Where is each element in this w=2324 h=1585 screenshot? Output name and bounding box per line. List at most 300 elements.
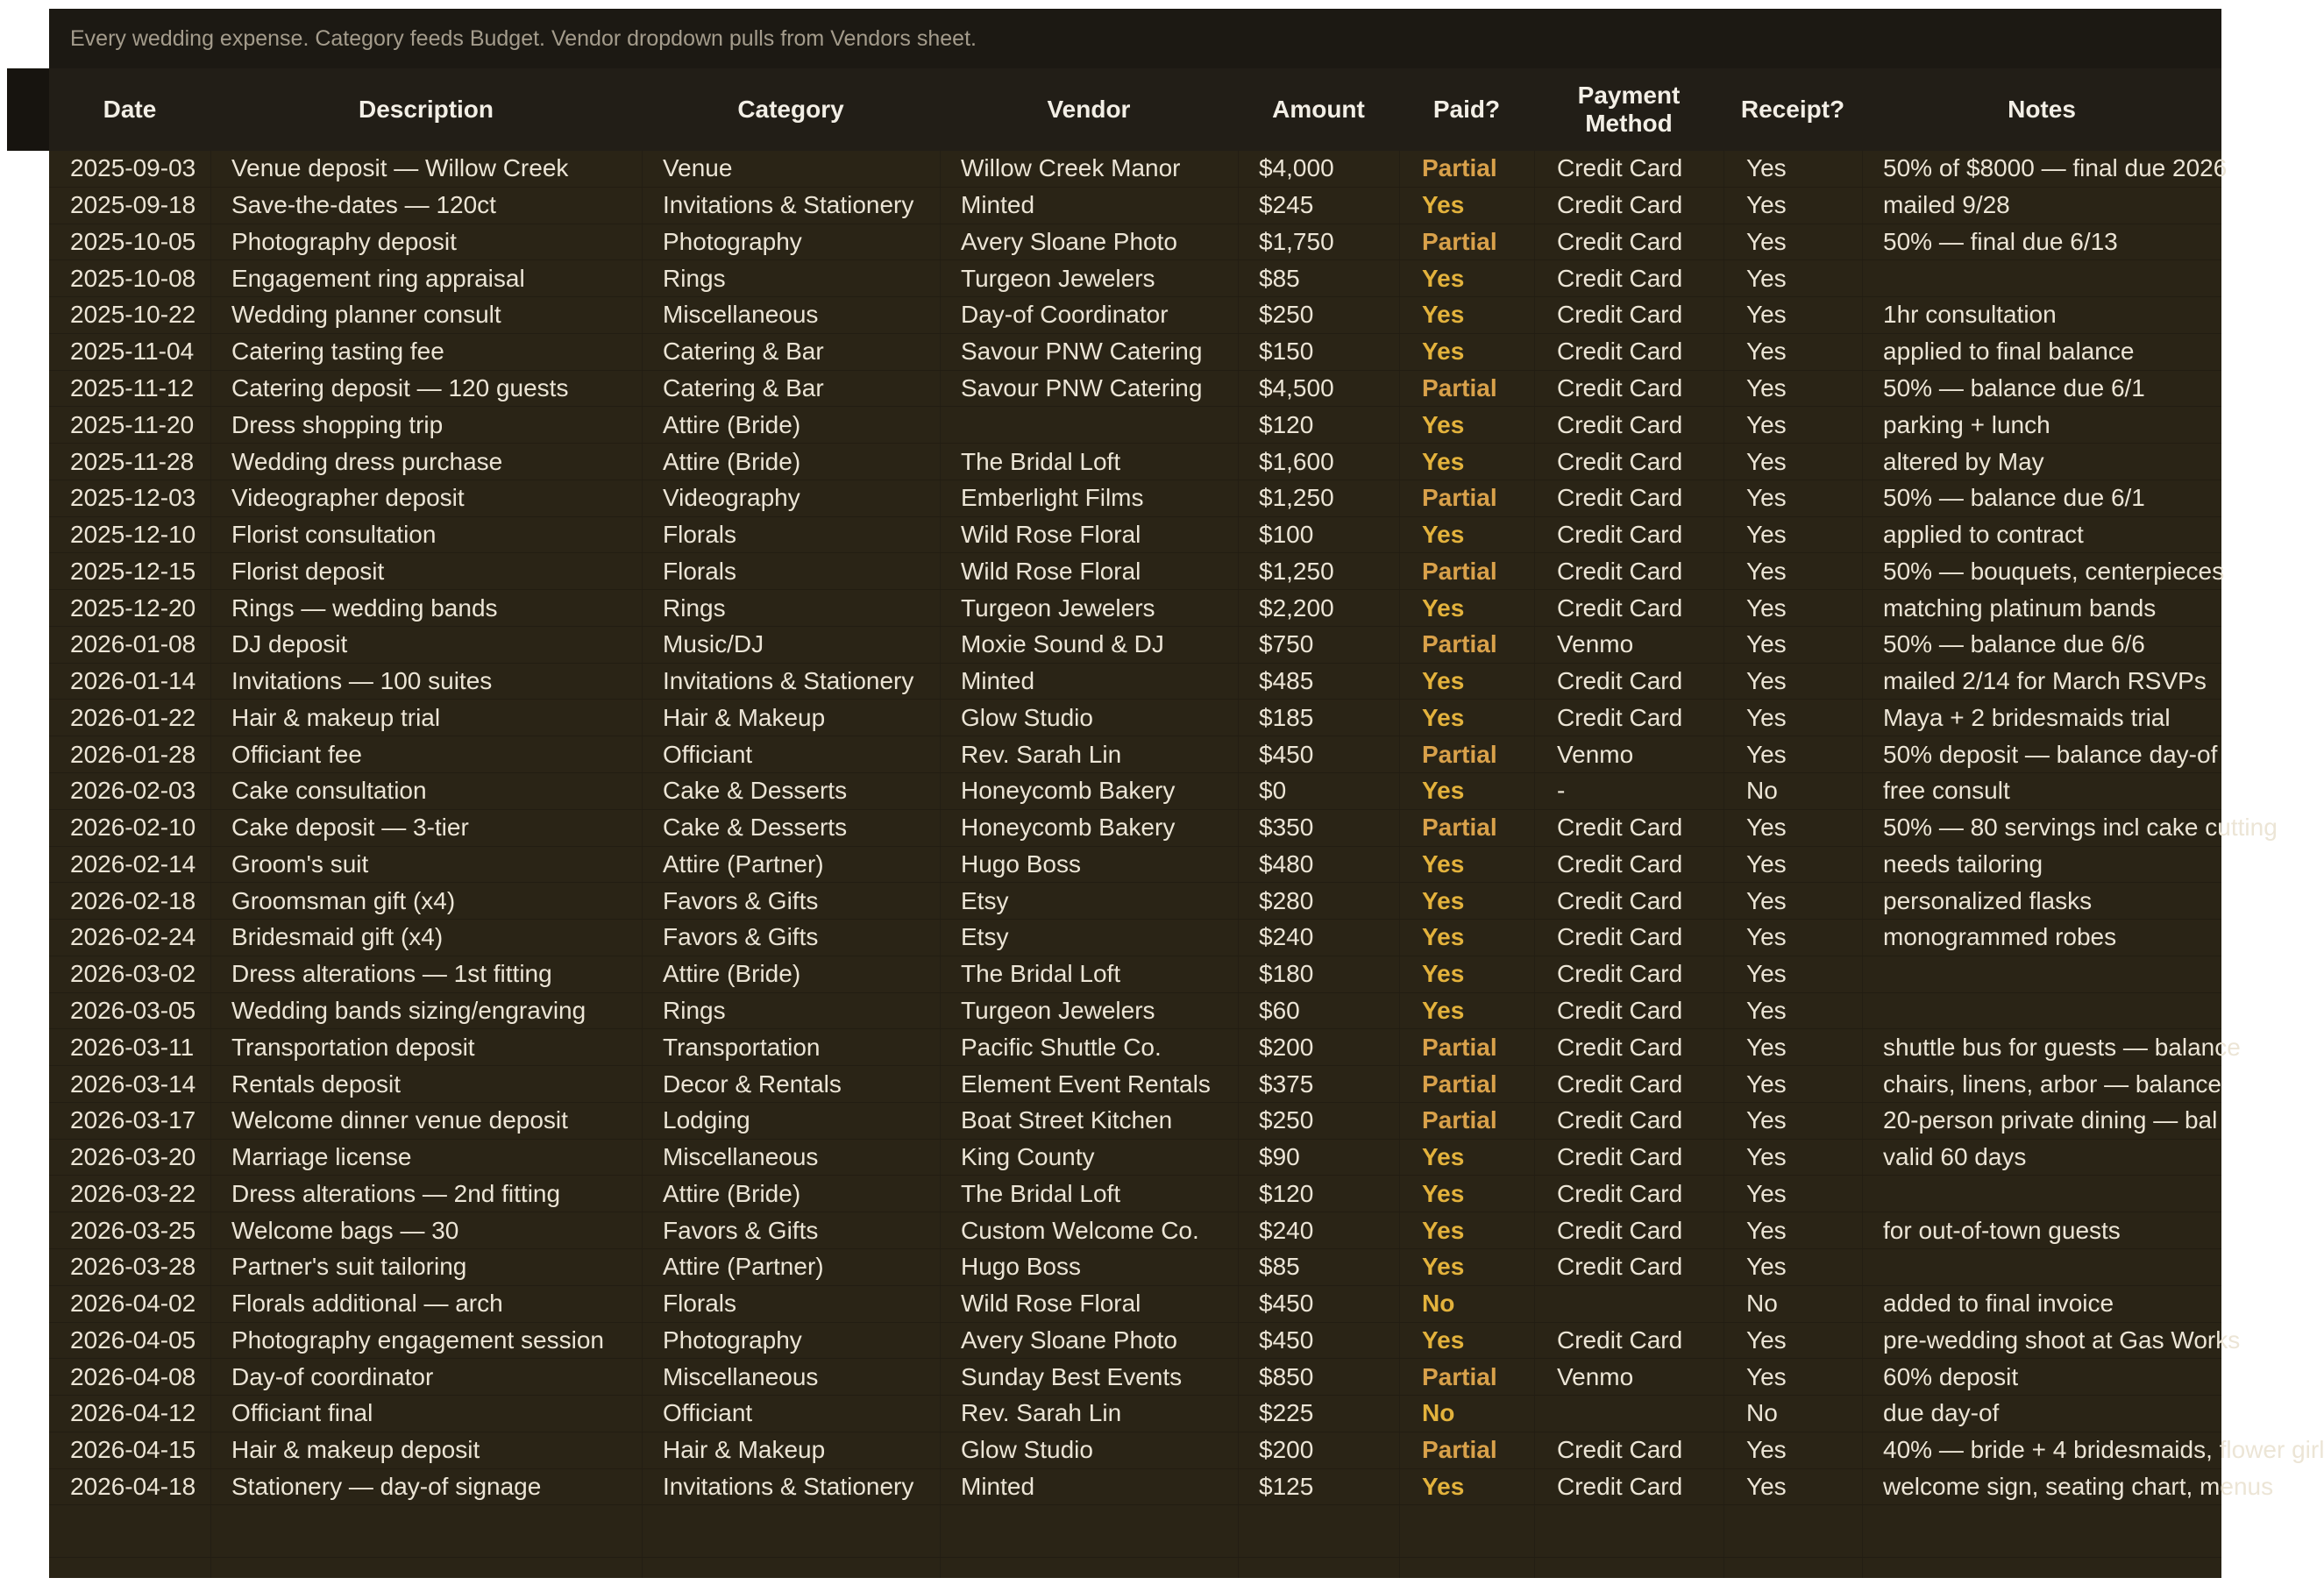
- cell-description[interactable]: Catering deposit — 120 guests: [231, 373, 569, 402]
- cell-notes[interactable]: mailed 9/28: [1883, 191, 2010, 219]
- cell-notes[interactable]: applied to contract: [1883, 521, 2084, 549]
- cell-date[interactable]: 2026-03-11: [70, 1033, 195, 1061]
- cell-notes[interactable]: 50% — 80 servings incl cake cutting: [1883, 814, 2278, 842]
- cell-vendor[interactable]: Moxie Sound & DJ: [961, 630, 1164, 658]
- cell-vendor[interactable]: Day-of Coordinator: [961, 301, 1169, 329]
- cell-vendor[interactable]: Pacific Shuttle Co.: [961, 1033, 1162, 1061]
- cell-amount[interactable]: $150: [1259, 338, 1314, 366]
- cell-payment-method[interactable]: Credit Card: [1557, 1143, 1683, 1171]
- cell-category[interactable]: Photography: [663, 227, 802, 255]
- cell-category[interactable]: Miscellaneous: [663, 301, 819, 329]
- cell-date[interactable]: 2026-02-10: [70, 814, 196, 842]
- cell-paid-status[interactable]: Yes: [1422, 410, 1465, 438]
- table-row[interactable]: [49, 810, 2278, 847]
- cell-description[interactable]: Florist deposit: [231, 557, 385, 585]
- cell-paid-status[interactable]: Yes: [1422, 703, 1465, 731]
- cell-payment-method[interactable]: Credit Card: [1557, 227, 1683, 255]
- cell-notes[interactable]: due day-of: [1883, 1399, 2000, 1427]
- cell-paid-status[interactable]: No: [1422, 1399, 1455, 1427]
- cell-payment-method[interactable]: Credit Card: [1557, 667, 1683, 695]
- cell-description[interactable]: Dress alterations — 1st fitting: [231, 960, 552, 988]
- cell-date[interactable]: 2026-02-18: [70, 886, 196, 914]
- cell-notes[interactable]: needs tailoring: [1883, 849, 2043, 878]
- cell-description[interactable]: Cake deposit — 3-tier: [231, 814, 469, 842]
- cell-amount[interactable]: $225: [1259, 1399, 1314, 1427]
- table-row[interactable]: [49, 773, 2221, 810]
- cell-paid-status[interactable]: Yes: [1422, 191, 1465, 219]
- table-row[interactable]: [49, 188, 2221, 224]
- cell-description[interactable]: Rings — wedding bands: [231, 593, 498, 622]
- cell-date[interactable]: 2025-11-12: [70, 373, 195, 402]
- cell-date[interactable]: 2025-11-20: [70, 410, 195, 438]
- cell-notes[interactable]: Maya + 2 bridesmaids trial: [1883, 703, 2171, 731]
- cell-category[interactable]: Officiant: [663, 740, 753, 768]
- cell-description[interactable]: Officiant final: [231, 1399, 373, 1427]
- cell-receipt[interactable]: Yes: [1746, 191, 1787, 219]
- cell-paid-status[interactable]: Partial: [1422, 1436, 1497, 1464]
- cell-receipt[interactable]: Yes: [1746, 557, 1787, 585]
- cell-description[interactable]: Dress alterations — 2nd fitting: [231, 1179, 561, 1207]
- cell-payment-method[interactable]: Credit Card: [1557, 1070, 1683, 1098]
- cell-paid-status[interactable]: Yes: [1422, 996, 1465, 1024]
- cell-vendor[interactable]: Savour PNW Catering: [961, 338, 1203, 366]
- cell-category[interactable]: Hair & Makeup: [663, 703, 826, 731]
- cell-date[interactable]: 2025-11-04: [70, 338, 195, 366]
- cell-vendor[interactable]: Custom Welcome Co.: [961, 1216, 1199, 1244]
- column-header-description[interactable]: Description: [358, 95, 494, 123]
- cell-vendor[interactable]: The Bridal Loft: [961, 447, 1121, 475]
- cell-description[interactable]: Day-of coordinator: [231, 1362, 434, 1390]
- cell-amount[interactable]: $450: [1259, 1326, 1314, 1354]
- cell-payment-method[interactable]: Credit Card: [1557, 373, 1683, 402]
- cell-date[interactable]: 2026-01-08: [70, 630, 196, 658]
- cell-amount[interactable]: $1,250: [1259, 557, 1334, 585]
- cell-category[interactable]: Venue: [663, 154, 733, 182]
- cell-category[interactable]: Florals: [663, 1290, 737, 1318]
- cell-notes[interactable]: for out-of-town guests: [1883, 1216, 2121, 1244]
- cell-category[interactable]: Florals: [663, 521, 737, 549]
- cell-vendor[interactable]: Turgeon Jewelers: [961, 996, 1155, 1024]
- cell-paid-status[interactable]: Partial: [1422, 1106, 1497, 1134]
- cell-date[interactable]: 2026-03-22: [70, 1179, 196, 1207]
- cell-amount[interactable]: $485: [1259, 667, 1314, 695]
- cell-date[interactable]: 2026-01-22: [70, 703, 196, 731]
- cell-amount[interactable]: $60: [1259, 996, 1300, 1024]
- table-row[interactable]: [49, 444, 2221, 480]
- cell-category[interactable]: Rings: [663, 593, 726, 622]
- cell-date[interactable]: 2026-03-28: [70, 1253, 196, 1281]
- cell-amount[interactable]: $240: [1259, 923, 1314, 951]
- cell-vendor[interactable]: Element Event Rentals: [961, 1070, 1211, 1098]
- cell-category[interactable]: Cake & Desserts: [663, 777, 848, 805]
- cell-amount[interactable]: $120: [1259, 410, 1314, 438]
- cell-receipt[interactable]: Yes: [1746, 593, 1787, 622]
- cell-paid-status[interactable]: Yes: [1422, 521, 1465, 549]
- cell-paid-status[interactable]: Yes: [1422, 667, 1465, 695]
- cell-receipt[interactable]: Yes: [1746, 1472, 1787, 1500]
- cell-receipt[interactable]: Yes: [1746, 410, 1787, 438]
- cell-notes[interactable]: 50% — balance due 6/6: [1883, 630, 2145, 658]
- cell-date[interactable]: 2026-04-08: [70, 1362, 196, 1390]
- cell-category[interactable]: Catering & Bar: [663, 373, 824, 402]
- cell-paid-status[interactable]: Yes: [1422, 1179, 1465, 1207]
- cell-payment-method[interactable]: Credit Card: [1557, 154, 1683, 182]
- cell-description[interactable]: Catering tasting fee: [231, 338, 444, 366]
- cell-vendor[interactable]: Hugo Boss: [961, 1253, 1081, 1281]
- cell-description[interactable]: Invitations — 100 suites: [231, 667, 493, 695]
- cell-date[interactable]: 2025-12-03: [70, 484, 196, 512]
- cell-payment-method[interactable]: Credit Card: [1557, 849, 1683, 878]
- cell-payment-method[interactable]: Credit Card: [1557, 1326, 1683, 1354]
- cell-vendor[interactable]: Boat Street Kitchen: [961, 1106, 1173, 1134]
- cell-amount[interactable]: $245: [1259, 191, 1314, 219]
- cell-amount[interactable]: $2,200: [1259, 593, 1334, 622]
- cell-amount[interactable]: $1,600: [1259, 447, 1334, 475]
- cell-amount[interactable]: $85: [1259, 264, 1300, 292]
- cell-date[interactable]: 2026-03-25: [70, 1216, 196, 1244]
- cell-notes[interactable]: free consult: [1883, 777, 2010, 805]
- cell-category[interactable]: Attire (Partner): [663, 1253, 824, 1281]
- cell-description[interactable]: Wedding planner consult: [231, 301, 501, 329]
- cell-category[interactable]: Photography: [663, 1326, 802, 1354]
- cell-amount[interactable]: $375: [1259, 1070, 1314, 1098]
- cell-payment-method[interactable]: Credit Card: [1557, 960, 1683, 988]
- cell-notes[interactable]: 50% — bouquets, centerpieces: [1883, 557, 2225, 585]
- cell-description[interactable]: Save-the-dates — 120ct: [231, 191, 496, 219]
- cell-payment-method[interactable]: Credit Card: [1557, 886, 1683, 914]
- cell-date[interactable]: 2026-02-03: [70, 777, 196, 805]
- cell-amount[interactable]: $1,750: [1259, 227, 1334, 255]
- cell-paid-status[interactable]: Yes: [1422, 1253, 1465, 1281]
- cell-description[interactable]: Dress shopping trip: [231, 410, 444, 438]
- cell-payment-method[interactable]: Credit Card: [1557, 557, 1683, 585]
- cell-amount[interactable]: $250: [1259, 1106, 1314, 1134]
- cell-notes[interactable]: pre-wedding shoot at Gas Works: [1883, 1326, 2241, 1354]
- cell-receipt[interactable]: No: [1746, 777, 1778, 805]
- cell-receipt[interactable]: Yes: [1746, 1070, 1787, 1098]
- table-row[interactable]: [49, 590, 2221, 627]
- cell-date[interactable]: 2026-03-17: [70, 1106, 196, 1134]
- cell-description[interactable]: Marriage license: [231, 1143, 412, 1171]
- table-row[interactable]: [49, 956, 2221, 993]
- cell-payment-method[interactable]: Credit Card: [1557, 1179, 1683, 1207]
- cell-vendor[interactable]: Minted: [961, 1472, 1035, 1500]
- cell-amount[interactable]: $125: [1259, 1472, 1314, 1500]
- cell-category[interactable]: Rings: [663, 264, 726, 292]
- cell-payment-method[interactable]: Venmo: [1557, 740, 1634, 768]
- table-row[interactable]: [49, 151, 2228, 188]
- cell-paid-status[interactable]: No: [1422, 1290, 1455, 1318]
- cell-date[interactable]: 2025-12-15: [70, 557, 196, 585]
- cell-payment-method[interactable]: Credit Card: [1557, 1253, 1683, 1281]
- cell-amount[interactable]: $480: [1259, 849, 1314, 878]
- cell-category[interactable]: Cake & Desserts: [663, 814, 848, 842]
- cell-receipt[interactable]: Yes: [1746, 227, 1787, 255]
- cell-vendor[interactable]: King County: [961, 1143, 1095, 1171]
- cell-description[interactable]: Groomsman gift (x4): [231, 886, 456, 914]
- cell-paid-status[interactable]: Partial: [1422, 630, 1497, 658]
- cell-notes[interactable]: personalized flasks: [1883, 886, 2093, 914]
- table-row[interactable]: [49, 1212, 2221, 1249]
- table-row[interactable]: [49, 1029, 2241, 1066]
- cell-notes[interactable]: 50% — final due 6/13: [1883, 227, 2118, 255]
- cell-category[interactable]: Transportation: [663, 1033, 821, 1061]
- cell-amount[interactable]: $240: [1259, 1216, 1314, 1244]
- column-header-category[interactable]: Category: [737, 95, 844, 123]
- cell-notes[interactable]: parking + lunch: [1883, 410, 2050, 438]
- cell-amount[interactable]: $1,250: [1259, 484, 1334, 512]
- table-row[interactable]: [49, 1103, 2221, 1140]
- table-row[interactable]: [49, 736, 2221, 773]
- column-header-receipt[interactable]: Receipt?: [1740, 95, 1845, 123]
- cell-category[interactable]: Invitations & Stationery: [663, 191, 914, 219]
- cell-category[interactable]: Catering & Bar: [663, 338, 824, 366]
- cell-payment-method[interactable]: Credit Card: [1557, 191, 1683, 219]
- cell-description[interactable]: Welcome bags — 30: [231, 1216, 459, 1244]
- cell-vendor[interactable]: Honeycomb Bakery: [961, 814, 1176, 842]
- cell-paid-status[interactable]: Yes: [1422, 338, 1465, 366]
- table-row[interactable]: [49, 1140, 2221, 1176]
- cell-date[interactable]: 2026-03-05: [70, 996, 196, 1024]
- cell-payment-method[interactable]: Credit Card: [1557, 814, 1683, 842]
- cell-vendor[interactable]: Glow Studio: [961, 703, 1093, 731]
- cell-paid-status[interactable]: Yes: [1422, 301, 1465, 329]
- cell-receipt[interactable]: Yes: [1746, 338, 1787, 366]
- cell-payment-method[interactable]: Venmo: [1557, 630, 1634, 658]
- cell-receipt[interactable]: Yes: [1746, 630, 1787, 658]
- cell-paid-status[interactable]: Yes: [1422, 447, 1465, 475]
- table-row[interactable]: [49, 553, 2225, 590]
- cell-receipt[interactable]: Yes: [1746, 301, 1787, 329]
- cell-amount[interactable]: $200: [1259, 1436, 1314, 1464]
- cell-payment-method[interactable]: Credit Card: [1557, 1436, 1683, 1464]
- cell-amount[interactable]: $120: [1259, 1179, 1314, 1207]
- column-header-notes[interactable]: Notes: [2008, 95, 2076, 123]
- cell-paid-status[interactable]: Partial: [1422, 484, 1497, 512]
- cell-vendor[interactable]: Avery Sloane Photo: [961, 227, 1177, 255]
- cell-date[interactable]: 2025-12-10: [70, 521, 196, 549]
- cell-description[interactable]: Engagement ring appraisal: [231, 264, 525, 292]
- cell-payment-method[interactable]: Venmo: [1557, 1362, 1634, 1390]
- cell-notes[interactable]: valid 60 days: [1883, 1143, 2027, 1171]
- column-header-paid[interactable]: Paid?: [1432, 95, 1501, 123]
- cell-description[interactable]: Florist consultation: [231, 521, 437, 549]
- cell-receipt[interactable]: Yes: [1746, 447, 1787, 475]
- cell-vendor[interactable]: The Bridal Loft: [961, 1179, 1121, 1207]
- cell-receipt[interactable]: Yes: [1746, 484, 1787, 512]
- table-row[interactable]: [49, 1286, 2221, 1323]
- column-header-payment-method[interactable]: [1534, 68, 1723, 151]
- cell-notes[interactable]: applied to final balance: [1883, 338, 2135, 366]
- cell-payment-method[interactable]: Credit Card: [1557, 301, 1683, 329]
- cell-vendor[interactable]: Wild Rose Floral: [961, 1290, 1141, 1318]
- cell-amount[interactable]: $450: [1259, 740, 1314, 768]
- cell-amount[interactable]: $180: [1259, 960, 1314, 988]
- cell-receipt[interactable]: Yes: [1746, 886, 1787, 914]
- table-row[interactable]: [49, 847, 2221, 884]
- table-row[interactable]: [49, 883, 2221, 920]
- cell-category[interactable]: Florals: [663, 557, 737, 585]
- cell-description[interactable]: Cake consultation: [231, 777, 427, 805]
- cell-receipt[interactable]: Yes: [1746, 264, 1787, 292]
- cell-category[interactable]: Rings: [663, 996, 726, 1024]
- cell-amount[interactable]: $90: [1259, 1143, 1300, 1171]
- cell-paid-status[interactable]: Partial: [1422, 1033, 1497, 1061]
- cell-paid-status[interactable]: Partial: [1422, 373, 1497, 402]
- cell-description[interactable]: Hair & makeup trial: [231, 703, 441, 731]
- cell-amount[interactable]: $0: [1259, 777, 1287, 805]
- table-row[interactable]: [49, 480, 2221, 517]
- cell-receipt[interactable]: Yes: [1746, 740, 1787, 768]
- cell-amount[interactable]: $4,000: [1259, 154, 1334, 182]
- cell-receipt[interactable]: Yes: [1746, 923, 1787, 951]
- cell-payment-method[interactable]: Credit Card: [1557, 410, 1683, 438]
- cell-paid-status[interactable]: Yes: [1422, 593, 1465, 622]
- cell-vendor[interactable]: Sunday Best Events: [961, 1362, 1183, 1390]
- cell-payment-method[interactable]: Credit Card: [1557, 593, 1683, 622]
- cell-category[interactable]: Attire (Bride): [663, 960, 801, 988]
- cell-payment-method[interactable]: Credit Card: [1557, 703, 1683, 731]
- cell-receipt[interactable]: Yes: [1746, 667, 1787, 695]
- cell-amount[interactable]: $850: [1259, 1362, 1314, 1390]
- cell-receipt[interactable]: Yes: [1746, 1106, 1787, 1134]
- cell-receipt[interactable]: Yes: [1746, 703, 1787, 731]
- cell-date[interactable]: 2026-04-15: [70, 1436, 196, 1464]
- column-header-vendor[interactable]: Vendor: [1047, 95, 1131, 123]
- cell-vendor[interactable]: Turgeon Jewelers: [961, 264, 1155, 292]
- cell-notes[interactable]: altered by May: [1883, 447, 2044, 475]
- cell-category[interactable]: Music/DJ: [663, 630, 764, 658]
- cell-payment-method[interactable]: Credit Card: [1557, 1216, 1683, 1244]
- cell-description[interactable]: Wedding bands sizing/engraving: [231, 996, 586, 1024]
- cell-description[interactable]: Groom's suit: [231, 849, 369, 878]
- table-row[interactable]: [49, 1396, 2221, 1432]
- table-row[interactable]: [49, 1066, 2221, 1103]
- cell-description[interactable]: Videographer deposit: [231, 484, 465, 512]
- cell-paid-status[interactable]: Partial: [1422, 227, 1497, 255]
- cell-date[interactable]: 2025-09-03: [70, 154, 196, 182]
- cell-vendor[interactable]: Rev. Sarah Lin: [961, 1399, 1122, 1427]
- cell-paid-status[interactable]: Partial: [1422, 814, 1497, 842]
- cell-vendor[interactable]: Hugo Boss: [961, 849, 1081, 878]
- cell-amount[interactable]: $350: [1259, 814, 1314, 842]
- cell-payment-method[interactable]: Credit Card: [1557, 1106, 1683, 1134]
- cell-receipt[interactable]: Yes: [1746, 1143, 1787, 1171]
- cell-receipt[interactable]: Yes: [1746, 960, 1787, 988]
- cell-paid-status[interactable]: Yes: [1422, 1472, 1465, 1500]
- cell-payment-method[interactable]: Credit Card: [1557, 1472, 1683, 1500]
- cell-date[interactable]: 2026-02-24: [70, 923, 196, 951]
- cell-description[interactable]: Photography engagement session: [231, 1326, 604, 1354]
- cell-payment-method[interactable]: Credit Card: [1557, 264, 1683, 292]
- cell-category[interactable]: Attire (Partner): [663, 849, 824, 878]
- cell-date[interactable]: 2026-04-05: [70, 1326, 196, 1354]
- cell-date[interactable]: 2025-11-28: [70, 447, 195, 475]
- column-header-date[interactable]: Date: [103, 95, 157, 123]
- cell-amount[interactable]: $450: [1259, 1290, 1314, 1318]
- cell-paid-status[interactable]: Yes: [1422, 923, 1465, 951]
- cell-notes[interactable]: 20-person private dining — bal: [1883, 1106, 2218, 1134]
- cell-receipt[interactable]: Yes: [1746, 1326, 1787, 1354]
- cell-vendor[interactable]: Willow Creek Manor: [961, 154, 1181, 182]
- cell-date[interactable]: 2025-10-08: [70, 264, 196, 292]
- cell-payment-method[interactable]: Credit Card: [1557, 996, 1683, 1024]
- cell-notes[interactable]: monogrammed robes: [1883, 923, 2117, 951]
- cell-description[interactable]: Transportation deposit: [231, 1033, 475, 1061]
- cell-paid-status[interactable]: Yes: [1422, 960, 1465, 988]
- cell-description[interactable]: Welcome dinner venue deposit: [231, 1106, 568, 1134]
- cell-description[interactable]: Partner's suit tailoring: [231, 1253, 467, 1281]
- table-row[interactable]: [49, 297, 2221, 334]
- cell-description[interactable]: Hair & makeup deposit: [231, 1436, 480, 1464]
- cell-notes[interactable]: 60% deposit: [1883, 1362, 2019, 1390]
- cell-date[interactable]: 2026-04-12: [70, 1399, 196, 1427]
- cell-date[interactable]: 2026-03-14: [70, 1070, 196, 1098]
- cell-notes[interactable]: mailed 2/14 for March RSVPs: [1883, 667, 2207, 695]
- cell-notes[interactable]: shuttle bus for guests — balance: [1883, 1033, 2241, 1061]
- cell-paid-status[interactable]: Partial: [1422, 740, 1497, 768]
- cell-payment-method[interactable]: Credit Card: [1557, 1033, 1683, 1061]
- cell-receipt[interactable]: No: [1746, 1290, 1778, 1318]
- cell-description[interactable]: Rentals deposit: [231, 1070, 402, 1098]
- cell-payment-method[interactable]: Credit Card: [1557, 923, 1683, 951]
- cell-description[interactable]: Venue deposit — Willow Creek: [231, 154, 569, 182]
- cell-paid-status[interactable]: Yes: [1422, 886, 1465, 914]
- table-row[interactable]: [49, 371, 2221, 408]
- table-row[interactable]: [49, 1176, 2221, 1212]
- cell-category[interactable]: Favors & Gifts: [663, 886, 819, 914]
- cell-amount[interactable]: $750: [1259, 630, 1314, 658]
- cell-description[interactable]: Bridesmaid gift (x4): [231, 923, 444, 951]
- cell-amount[interactable]: $250: [1259, 301, 1314, 329]
- cell-vendor[interactable]: Wild Rose Floral: [961, 521, 1141, 549]
- cell-notes[interactable]: 50% of $8000 — final due 2026: [1883, 154, 2228, 182]
- cell-receipt[interactable]: Yes: [1746, 1436, 1787, 1464]
- cell-category[interactable]: Decor & Rentals: [663, 1070, 842, 1098]
- cell-paid-status[interactable]: Yes: [1422, 777, 1465, 805]
- cell-category[interactable]: Favors & Gifts: [663, 923, 819, 951]
- cell-date[interactable]: 2025-10-05: [70, 227, 196, 255]
- cell-receipt[interactable]: Yes: [1746, 849, 1787, 878]
- cell-date[interactable]: 2025-10-22: [70, 301, 196, 329]
- cell-payment-method[interactable]: Credit Card: [1557, 484, 1683, 512]
- cell-category[interactable]: Miscellaneous: [663, 1143, 819, 1171]
- cell-vendor[interactable]: Minted: [961, 667, 1035, 695]
- cell-category[interactable]: Officiant: [663, 1399, 753, 1427]
- table-row[interactable]: [49, 407, 2221, 444]
- cell-category[interactable]: Favors & Gifts: [663, 1216, 819, 1244]
- cell-paid-status[interactable]: Yes: [1422, 1143, 1465, 1171]
- cell-notes[interactable]: welcome sign, seating chart, menus: [1883, 1472, 2274, 1500]
- cell-receipt[interactable]: Yes: [1746, 1362, 1787, 1390]
- cell-vendor[interactable]: Turgeon Jewelers: [961, 593, 1155, 622]
- cell-paid-status[interactable]: Yes: [1422, 849, 1465, 878]
- cell-date[interactable]: 2026-03-02: [70, 960, 196, 988]
- table-row[interactable]: [49, 260, 2221, 297]
- cell-category[interactable]: Videography: [663, 484, 800, 512]
- cell-notes[interactable]: 1hr consultation: [1883, 301, 2057, 329]
- cell-vendor[interactable]: Avery Sloane Photo: [961, 1326, 1177, 1354]
- cell-vendor[interactable]: Savour PNW Catering: [961, 373, 1203, 402]
- cell-amount[interactable]: $100: [1259, 521, 1314, 549]
- cell-date[interactable]: 2026-02-14: [70, 849, 196, 878]
- cell-date[interactable]: 2025-12-20: [70, 593, 196, 622]
- cell-date[interactable]: 2026-03-20: [70, 1143, 196, 1171]
- cell-vendor[interactable]: Glow Studio: [961, 1436, 1093, 1464]
- cell-receipt[interactable]: Yes: [1746, 521, 1787, 549]
- cell-receipt[interactable]: Yes: [1746, 1216, 1787, 1244]
- cell-receipt[interactable]: Yes: [1746, 1033, 1787, 1061]
